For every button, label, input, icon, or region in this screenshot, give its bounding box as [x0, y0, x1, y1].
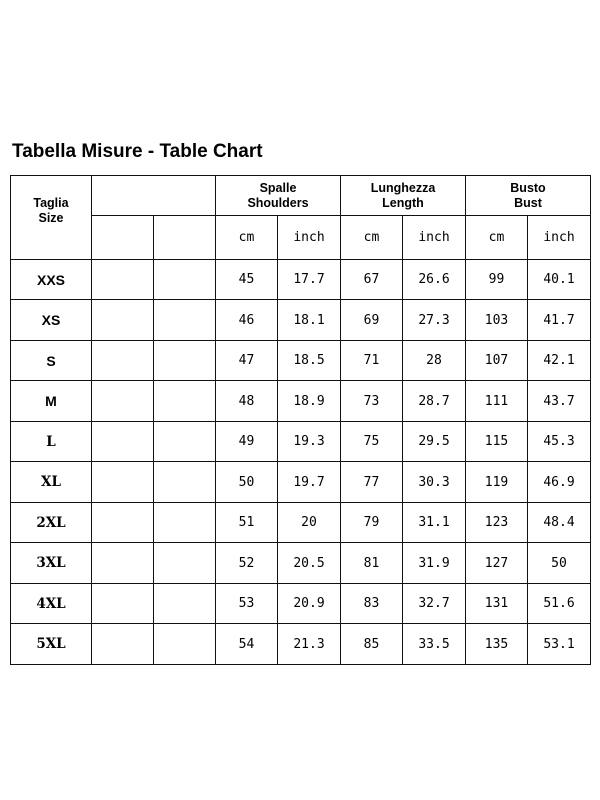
- value-cell: 83: [341, 584, 403, 624]
- value-cell: 27.3: [403, 300, 466, 341]
- value-cell: 31.9: [403, 543, 466, 584]
- value-cell: 42.1: [528, 341, 591, 381]
- value-cell: 103: [466, 300, 528, 341]
- value-cell: 20: [278, 503, 341, 543]
- value-cell: 18.1: [278, 300, 341, 341]
- value-cell: 99: [466, 260, 528, 300]
- value-cell: 85: [341, 624, 403, 665]
- blank-cell: [92, 462, 154, 503]
- blank-cell: [92, 584, 154, 624]
- blank-cell: [92, 422, 154, 462]
- value-cell: 46: [216, 300, 278, 341]
- unit-header: inch: [278, 216, 341, 260]
- value-cell: 26.6: [403, 260, 466, 300]
- value-cell: 51: [216, 503, 278, 543]
- blank-cell: [154, 422, 216, 462]
- value-cell: 135: [466, 624, 528, 665]
- size-cell: 5XL: [11, 624, 92, 665]
- value-cell: 29.5: [403, 422, 466, 462]
- value-cell: 19.3: [278, 422, 341, 462]
- size-cell: L: [11, 422, 92, 462]
- blank-cell: [154, 300, 216, 341]
- value-cell: 45: [216, 260, 278, 300]
- unit-header: cm: [216, 216, 278, 260]
- value-cell: 73: [341, 381, 403, 422]
- value-cell: 71: [341, 341, 403, 381]
- unit-header: cm: [466, 216, 528, 260]
- blank-cell: [92, 260, 154, 300]
- blank-cell: [154, 381, 216, 422]
- value-cell: 127: [466, 543, 528, 584]
- bust-label-en: Bust: [514, 195, 542, 210]
- size-cell: XL: [11, 462, 92, 503]
- blank-header-cell: [92, 176, 216, 216]
- blank-cell: [154, 260, 216, 300]
- value-cell: 48: [216, 381, 278, 422]
- value-cell: 53: [216, 584, 278, 624]
- value-cell: 111: [466, 381, 528, 422]
- header-row-groups: [11, 176, 591, 216]
- length-label-en: Length: [382, 195, 424, 210]
- blank-cell: [92, 300, 154, 341]
- page-title: Tabella Misure - Table Chart: [12, 141, 263, 162]
- table-row: [11, 462, 591, 503]
- length-label-it: Lunghezza: [370, 180, 436, 195]
- length-header: [341, 176, 466, 216]
- blank-cell: [154, 543, 216, 584]
- value-cell: 81: [341, 543, 403, 584]
- blank-cell: [154, 462, 216, 503]
- value-cell: 123: [466, 503, 528, 543]
- blank-cell: [92, 543, 154, 584]
- value-cell: 48.4: [528, 503, 591, 543]
- value-cell: 77: [341, 462, 403, 503]
- value-cell: 32.7: [403, 584, 466, 624]
- table-row: [11, 543, 591, 584]
- shoulders-label-en: Shoulders: [247, 195, 309, 210]
- size-column-header: [11, 176, 92, 260]
- value-cell: 30.3: [403, 462, 466, 503]
- size-label-it: Taglia: [33, 196, 69, 210]
- size-cell: M: [11, 381, 92, 422]
- value-cell: 31.1: [403, 503, 466, 543]
- value-cell: 21.3: [278, 624, 341, 665]
- value-cell: 75: [341, 422, 403, 462]
- value-cell: 107: [466, 341, 528, 381]
- value-cell: 50: [216, 462, 278, 503]
- table-row: [11, 260, 591, 300]
- value-cell: 28: [403, 341, 466, 381]
- size-label-en: Size: [38, 211, 64, 225]
- blank-cell: [92, 341, 154, 381]
- blank-cell: [92, 381, 154, 422]
- blank-cell: [154, 341, 216, 381]
- value-cell: 69: [341, 300, 403, 341]
- table-row: [11, 503, 591, 543]
- size-cell: 2XL: [11, 503, 92, 543]
- header-row-units: [11, 216, 591, 260]
- value-cell: 41.7: [528, 300, 591, 341]
- value-cell: 50: [528, 543, 591, 584]
- value-cell: 51.6: [528, 584, 591, 624]
- value-cell: 18.9: [278, 381, 341, 422]
- blank-cell: [92, 624, 154, 665]
- value-cell: 67: [341, 260, 403, 300]
- unit-header: inch: [403, 216, 466, 260]
- value-cell: 43.7: [528, 381, 591, 422]
- value-cell: 53.1: [528, 624, 591, 665]
- table-row: [11, 584, 591, 624]
- value-cell: 52: [216, 543, 278, 584]
- size-cell: 3XL: [11, 543, 92, 584]
- bust-label-it: Busto: [510, 180, 546, 195]
- value-cell: 18.5: [278, 341, 341, 381]
- shoulders-label-it: Spalle: [259, 180, 297, 195]
- value-cell: 119: [466, 462, 528, 503]
- blank-cell: [154, 503, 216, 543]
- blank-cell: [154, 584, 216, 624]
- value-cell: 46.9: [528, 462, 591, 503]
- value-cell: 54: [216, 624, 278, 665]
- size-cell: 4XL: [11, 584, 92, 624]
- table-row: [11, 300, 591, 341]
- table-row: [11, 624, 591, 665]
- table-row: [11, 422, 591, 462]
- shoulders-header: [216, 176, 341, 216]
- unit-header: cm: [341, 216, 403, 260]
- bust-header: [466, 176, 591, 216]
- unit-header: inch: [528, 216, 591, 260]
- size-chart-table: [10, 175, 591, 665]
- value-cell: 28.7: [403, 381, 466, 422]
- value-cell: 131: [466, 584, 528, 624]
- value-cell: 20.9: [278, 584, 341, 624]
- table-row: [11, 381, 591, 422]
- blank-cell: [154, 624, 216, 665]
- value-cell: 17.7: [278, 260, 341, 300]
- size-cell: XXS: [11, 260, 92, 300]
- value-cell: 19.7: [278, 462, 341, 503]
- size-cell: XS: [11, 300, 92, 341]
- value-cell: 40.1: [528, 260, 591, 300]
- value-cell: 49: [216, 422, 278, 462]
- value-cell: 20.5: [278, 543, 341, 584]
- blank-cell: [92, 503, 154, 543]
- value-cell: 33.5: [403, 624, 466, 665]
- value-cell: 47: [216, 341, 278, 381]
- size-cell: S: [11, 341, 92, 381]
- value-cell: 115: [466, 422, 528, 462]
- value-cell: 45.3: [528, 422, 591, 462]
- value-cell: 79: [341, 503, 403, 543]
- blank-unit-cell: [92, 216, 154, 260]
- blank-unit-cell: [154, 216, 216, 260]
- table-row: [11, 341, 591, 381]
